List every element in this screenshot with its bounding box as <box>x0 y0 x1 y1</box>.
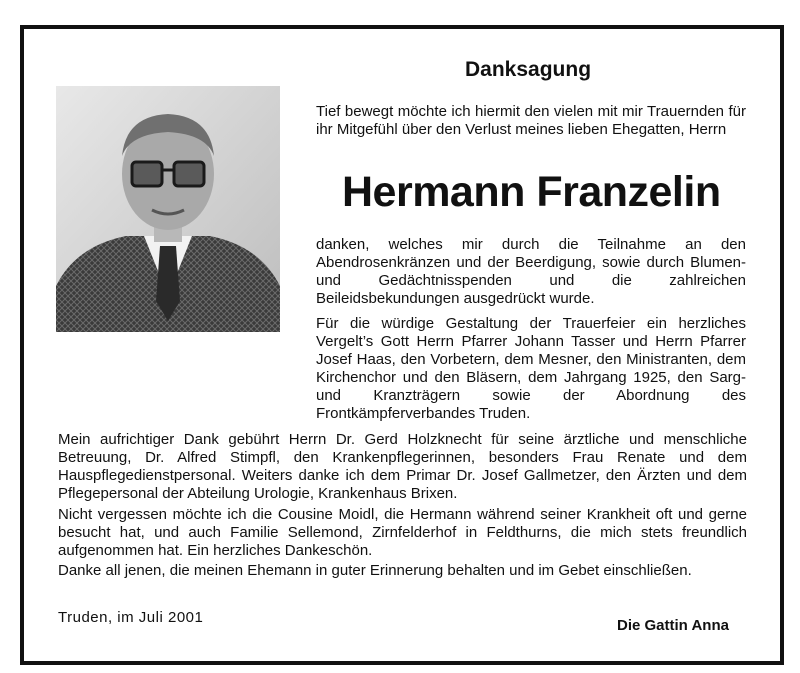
portrait-photo-icon <box>56 86 280 332</box>
signature: Die Gattin Anna <box>617 617 729 634</box>
intro-paragraph: Tief bewegt möchte ich hiermit den vielen mit mir Trauernden für ihr Mitgefühl über den Verlust meines lieben Ehegatten, Herrn <box>316 103 746 138</box>
doctors-paragraph: Mein aufrichtiger Dank gebührt Herrn Dr. Gerd Holzknecht für seine ärztliche und menschliche Betreuung, Dr. Alfred Stimpfl, den Krankenpflegerinnen, besonders Frau Renate und dem Hauspflegedienstpersonal. Weiters danke ich dem Primar Dr. Josef Gallmetzer, den Ärzten und dem Pflegepersonal der Abteilung Urologie, Krankenhaus Brixen. <box>58 431 747 502</box>
notice-heading: Danksagung <box>465 58 592 81</box>
place-date: Truden, im Juli 2001 <box>58 609 204 626</box>
family-paragraph: Nicht vergessen möchte ich die Cousine Moidl, die Hermann während seiner Krankheit oft und gerne besucht hat, und auch Familie Sellemond, Zirnfelderhof in Feldthurns, die mich stets freundlich aufgenommen hat. Ein herzliches Dankeschön. <box>58 506 747 559</box>
thanks-paragraph: danken, welches mir durch die Teilnahme an den Abendrosenkränzen und der Beerdigung, sowie durch Blumen- und Gedächtnisspenden und die zahlreichen Beileidsbekundungen ausgedrückt wurde. <box>316 236 746 307</box>
deceased-name: Hermann Franzelin <box>342 168 721 216</box>
closing-paragraph: Danke all jenen, die meinen Ehemann in guter Erinnerung behalten und im Gebet einschließen. <box>58 562 692 579</box>
portrait-photo <box>56 86 280 332</box>
ceremony-paragraph: Für die würdige Gestaltung der Trauerfeier ein herzliches Vergelt’s Gott Herrn Pfarrer Johann Tasser und Herrn Pfarrer Josef Haas, den Vorbetern, dem Mesner, den Ministranten, dem Kirchenchor und den Bläsern, dem Jahrgang 1925, den Sarg- und Kranzträgern sowie der Abordnung des Frontkämpferverbandes Truden. <box>316 315 746 422</box>
